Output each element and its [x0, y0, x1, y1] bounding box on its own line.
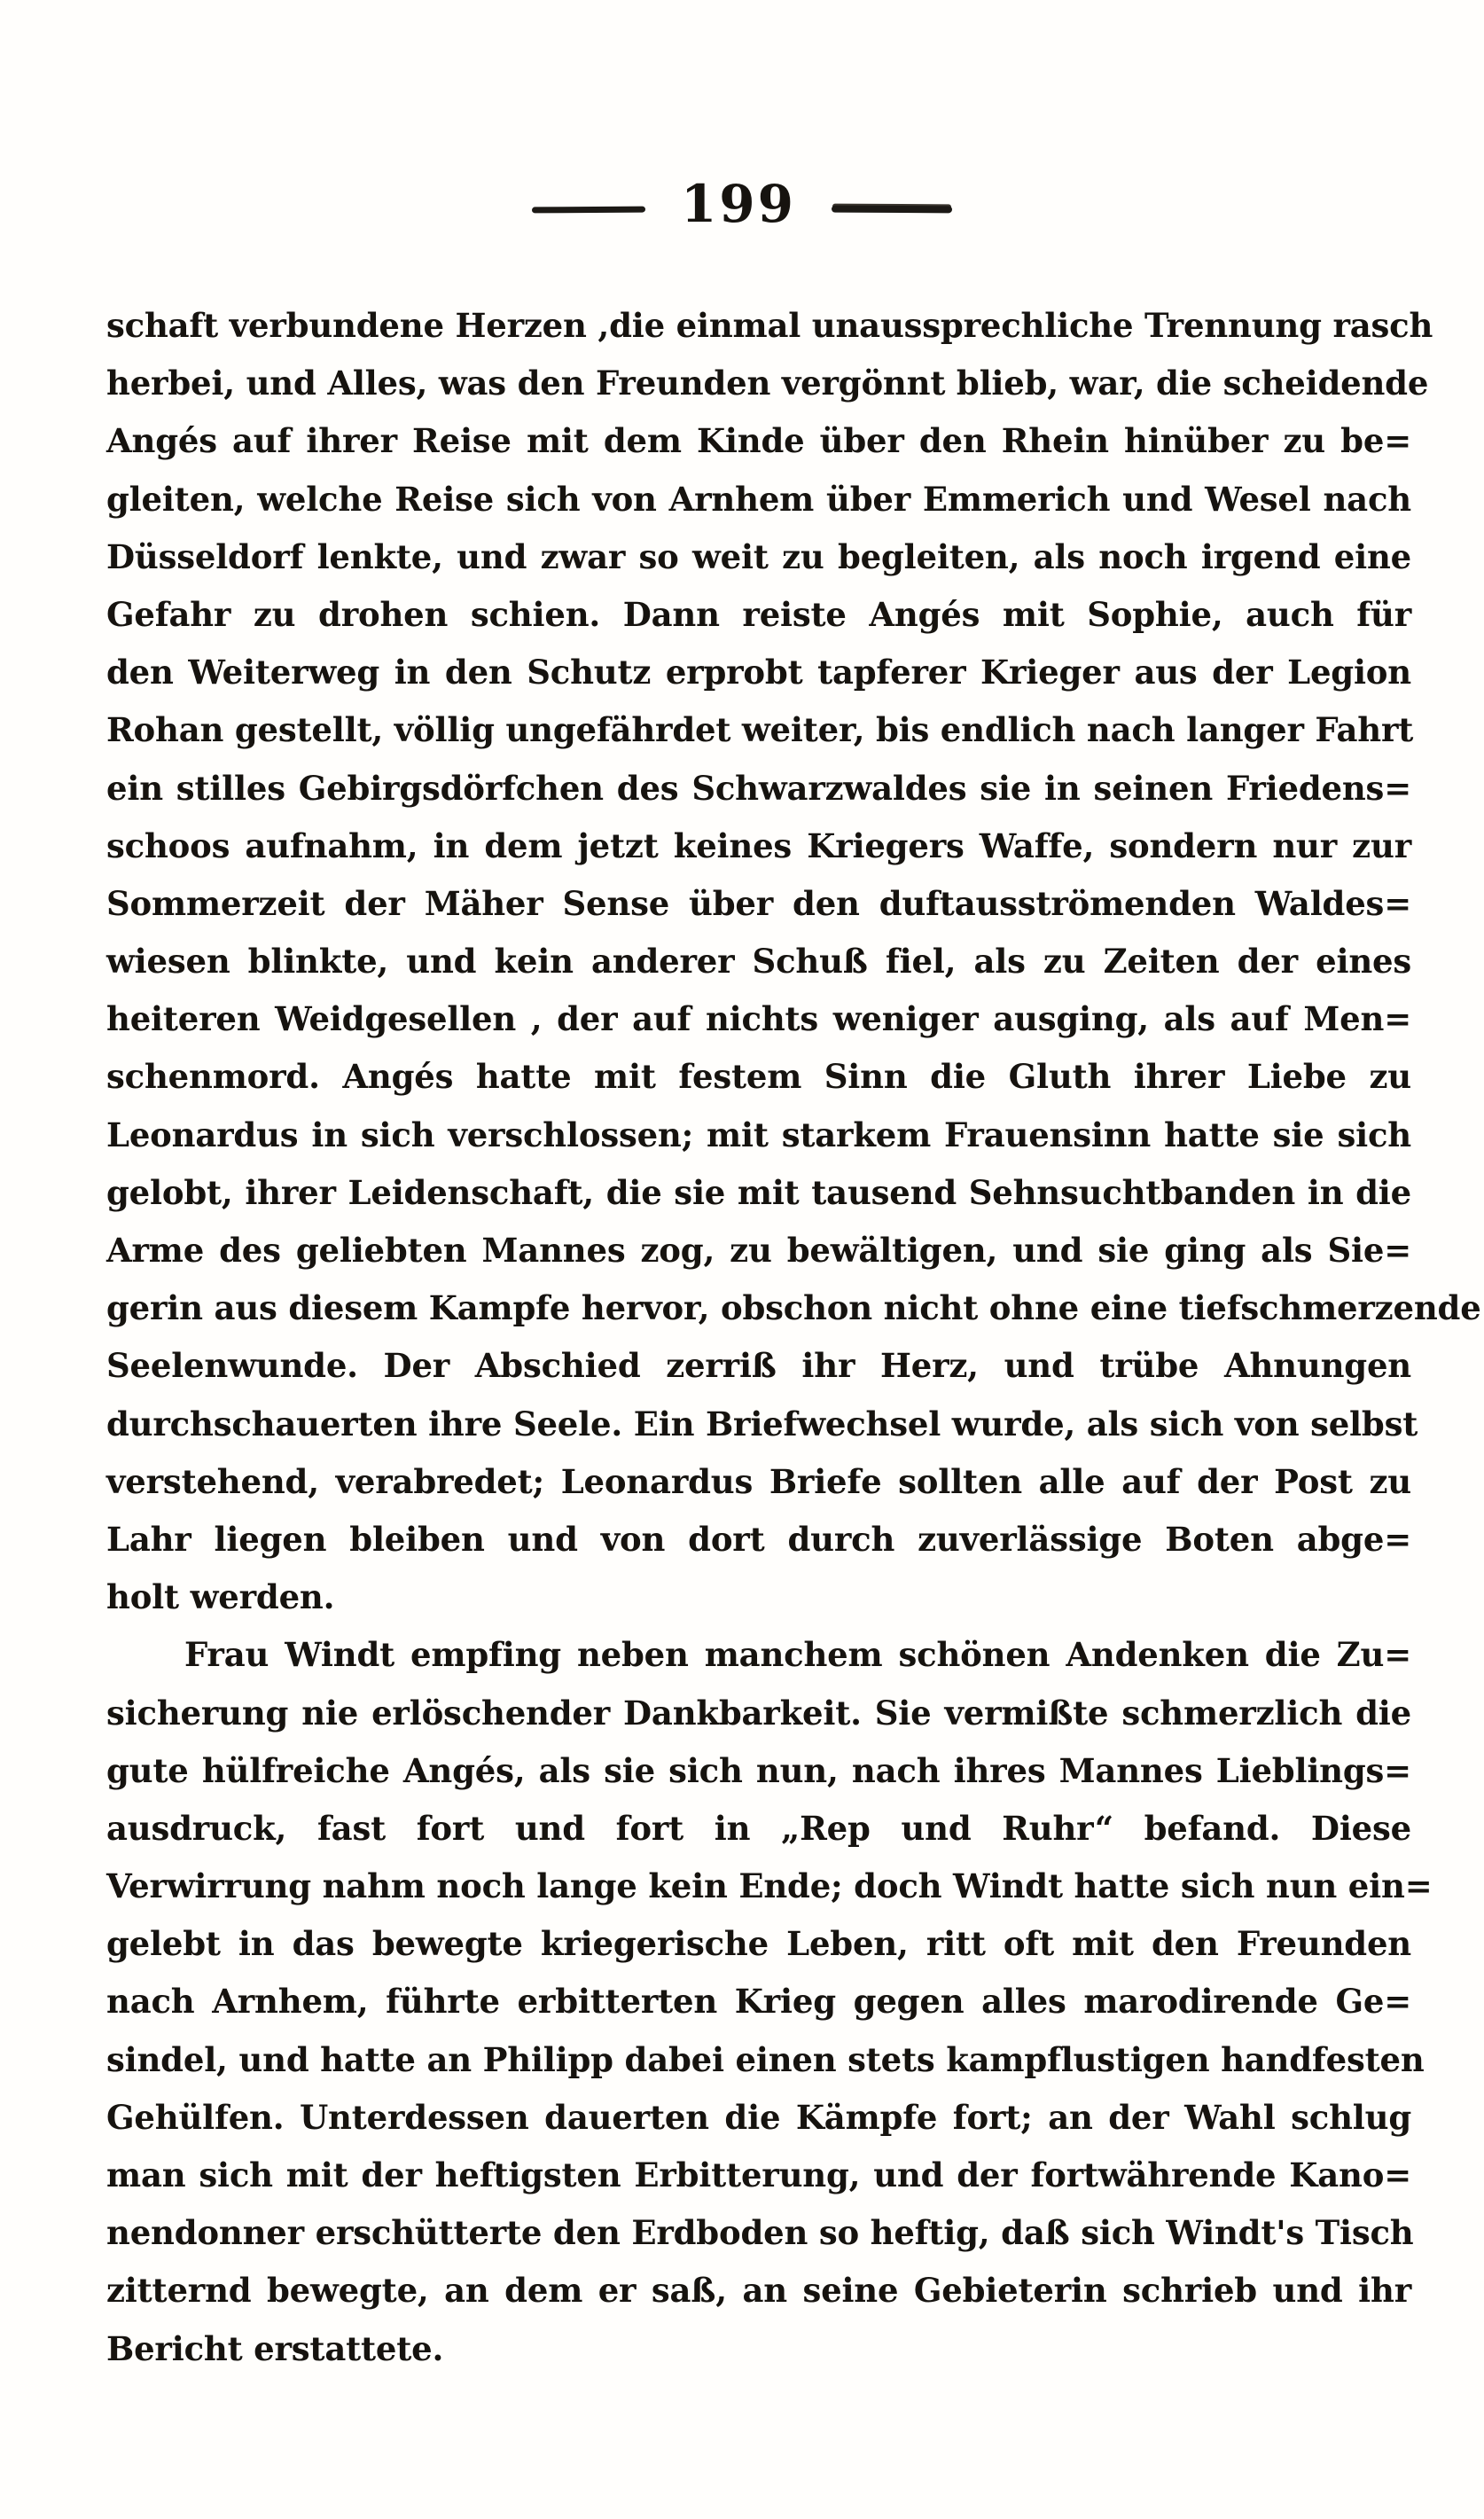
text-line: schoos aufnahm, in dem jetzt keines Kriegers Waffe, sondern nur zur [106, 825, 1411, 865]
text-line: Gefahr zu drohen schien. Dann reiste Angés mit Sophie, auch für [106, 594, 1411, 634]
text-line: sicherung nie erlöschender Dankbarkeit. Sie vermißte schmerzlich die [106, 1693, 1411, 1733]
page-number: 199 [680, 174, 797, 234]
text-line: Arme des geliebten Mannes zog, zu bewältigen, und sie ging als Sie= [106, 1231, 1411, 1270]
text-line: gute hülfreiche Angés, als sie sich nun, nach ihres Mannes Lieblings= [106, 1750, 1411, 1790]
text-line: Lahr liegen bleiben und von dort durch zuverlässige Boten abge= [106, 1519, 1411, 1559]
text-line: Bericht erstattete. [106, 2328, 444, 2368]
text-line: gelobt, ihrer Leidenschaft, die sie mit tausend Sehnsuchtbanden in die [106, 1172, 1411, 1212]
text-line: gleiten, welche Reise sich von Arnhem über Emmerich und Wesel nach [106, 479, 1411, 519]
text-line: herbei, und Alles, was den Freunden vergönnt blieb, war, die scheidende [106, 364, 1429, 403]
text-line: wiesen blinkte, und kein anderer Schuß fiel, als zu Zeiten der eines [106, 942, 1411, 982]
text-line: Leonardus in sich verschlossen; mit starkem Frauensinn hatte sie sich [106, 1115, 1411, 1154]
text-line: Frau Windt empfing neben manchem schönen Andenken die Zu= [184, 1635, 1411, 1675]
page-text-block [106, 297, 1481, 2378]
text-line: nendonner erschütterte den Erdboden so heftig, daß sich Windt's Tisch [106, 2213, 1414, 2253]
text-line: schenmord. Angés hatte mit festem Sinn die Gluth ihrer Liebe zu [106, 1057, 1411, 1097]
text-line: verstehend, verabredet; Leonardus Briefe sollten alle auf der Post zu [106, 1461, 1411, 1501]
text-line: schaft verbundene Herzen ,die einmal unaussprechliche Trennung rasch [106, 306, 1433, 345]
text-line: nach Arnhem, führte erbitterten Krieg gegen alles marodirende Ge= [106, 1982, 1411, 2022]
page-header [0, 167, 1484, 241]
text-line: zitternd bewegte, an dem er saß, an seine Gebieterin schrieb und ihr [106, 2271, 1411, 2311]
paragraph-continuation [106, 297, 1481, 1626]
text-line: ausdruck, fast fort und fort in „Rep und Ruhr“ befand. Diese [106, 1808, 1411, 1848]
text-line: sindel, und hatte an Philipp dabei einen stets kampflustigen handfesten [106, 2039, 1425, 2079]
text-line: Sommerzeit der Mäher Sense über den duftausströmenden Waldes= [106, 883, 1411, 923]
text-line: gelebt in das bewegte kriegerische Leben, ritt oft mit den Freunden [106, 1924, 1411, 1964]
text-line: Verwirrung nahm noch lange kein Ende; doch Windt hatte sich nun ein= [106, 1866, 1433, 1906]
text-line: ein stilles Gebirgsdörfchen des Schwarzwaldes sie in seinen Friedens= [106, 768, 1411, 808]
text-line: Düsseldorf lenkte, und zwar so weit zu begleiten, als noch irgend eine [106, 536, 1411, 576]
header-rule-left [532, 206, 645, 213]
paragraph-frau-windt [106, 1626, 1433, 2377]
text-line: den Weiterweg in den Schutz erprobt tapferer Krieger aus der Legion [106, 653, 1411, 692]
text-line: heiteren Weidgesellen , der auf nichts weniger ausging, als auf Men= [106, 999, 1411, 1039]
text-line: Rohan gestellt, völlig ungefährdet weiter, bis endlich nach langer Fahrt [106, 710, 1414, 750]
text-line: durchschauerten ihre Seele. Ein Briefwechsel wurde, als sich von selbst [106, 1404, 1418, 1443]
header-rule-right [832, 206, 952, 214]
text-line: Gehülfen. Unterdessen dauerten die Kämpfe fort; an der Wahl schlug [106, 2097, 1411, 2137]
text-line: holt werden. [106, 1577, 335, 1617]
text-line: Angés auf ihrer Reise mit dem Kinde über den Rhein hinüber zu be= [106, 421, 1411, 461]
text-line: Seelenwunde. Der Abschied zerriß ihr Herz, und trübe Ahnungen [106, 1346, 1411, 1386]
text-line: man sich mit der heftigsten Erbitterung, und der fortwährende Kano= [106, 2155, 1411, 2194]
text-line: gerin aus diesem Kampfe hervor, obschon nicht ohne eine tiefschmerzende [106, 1288, 1481, 1328]
